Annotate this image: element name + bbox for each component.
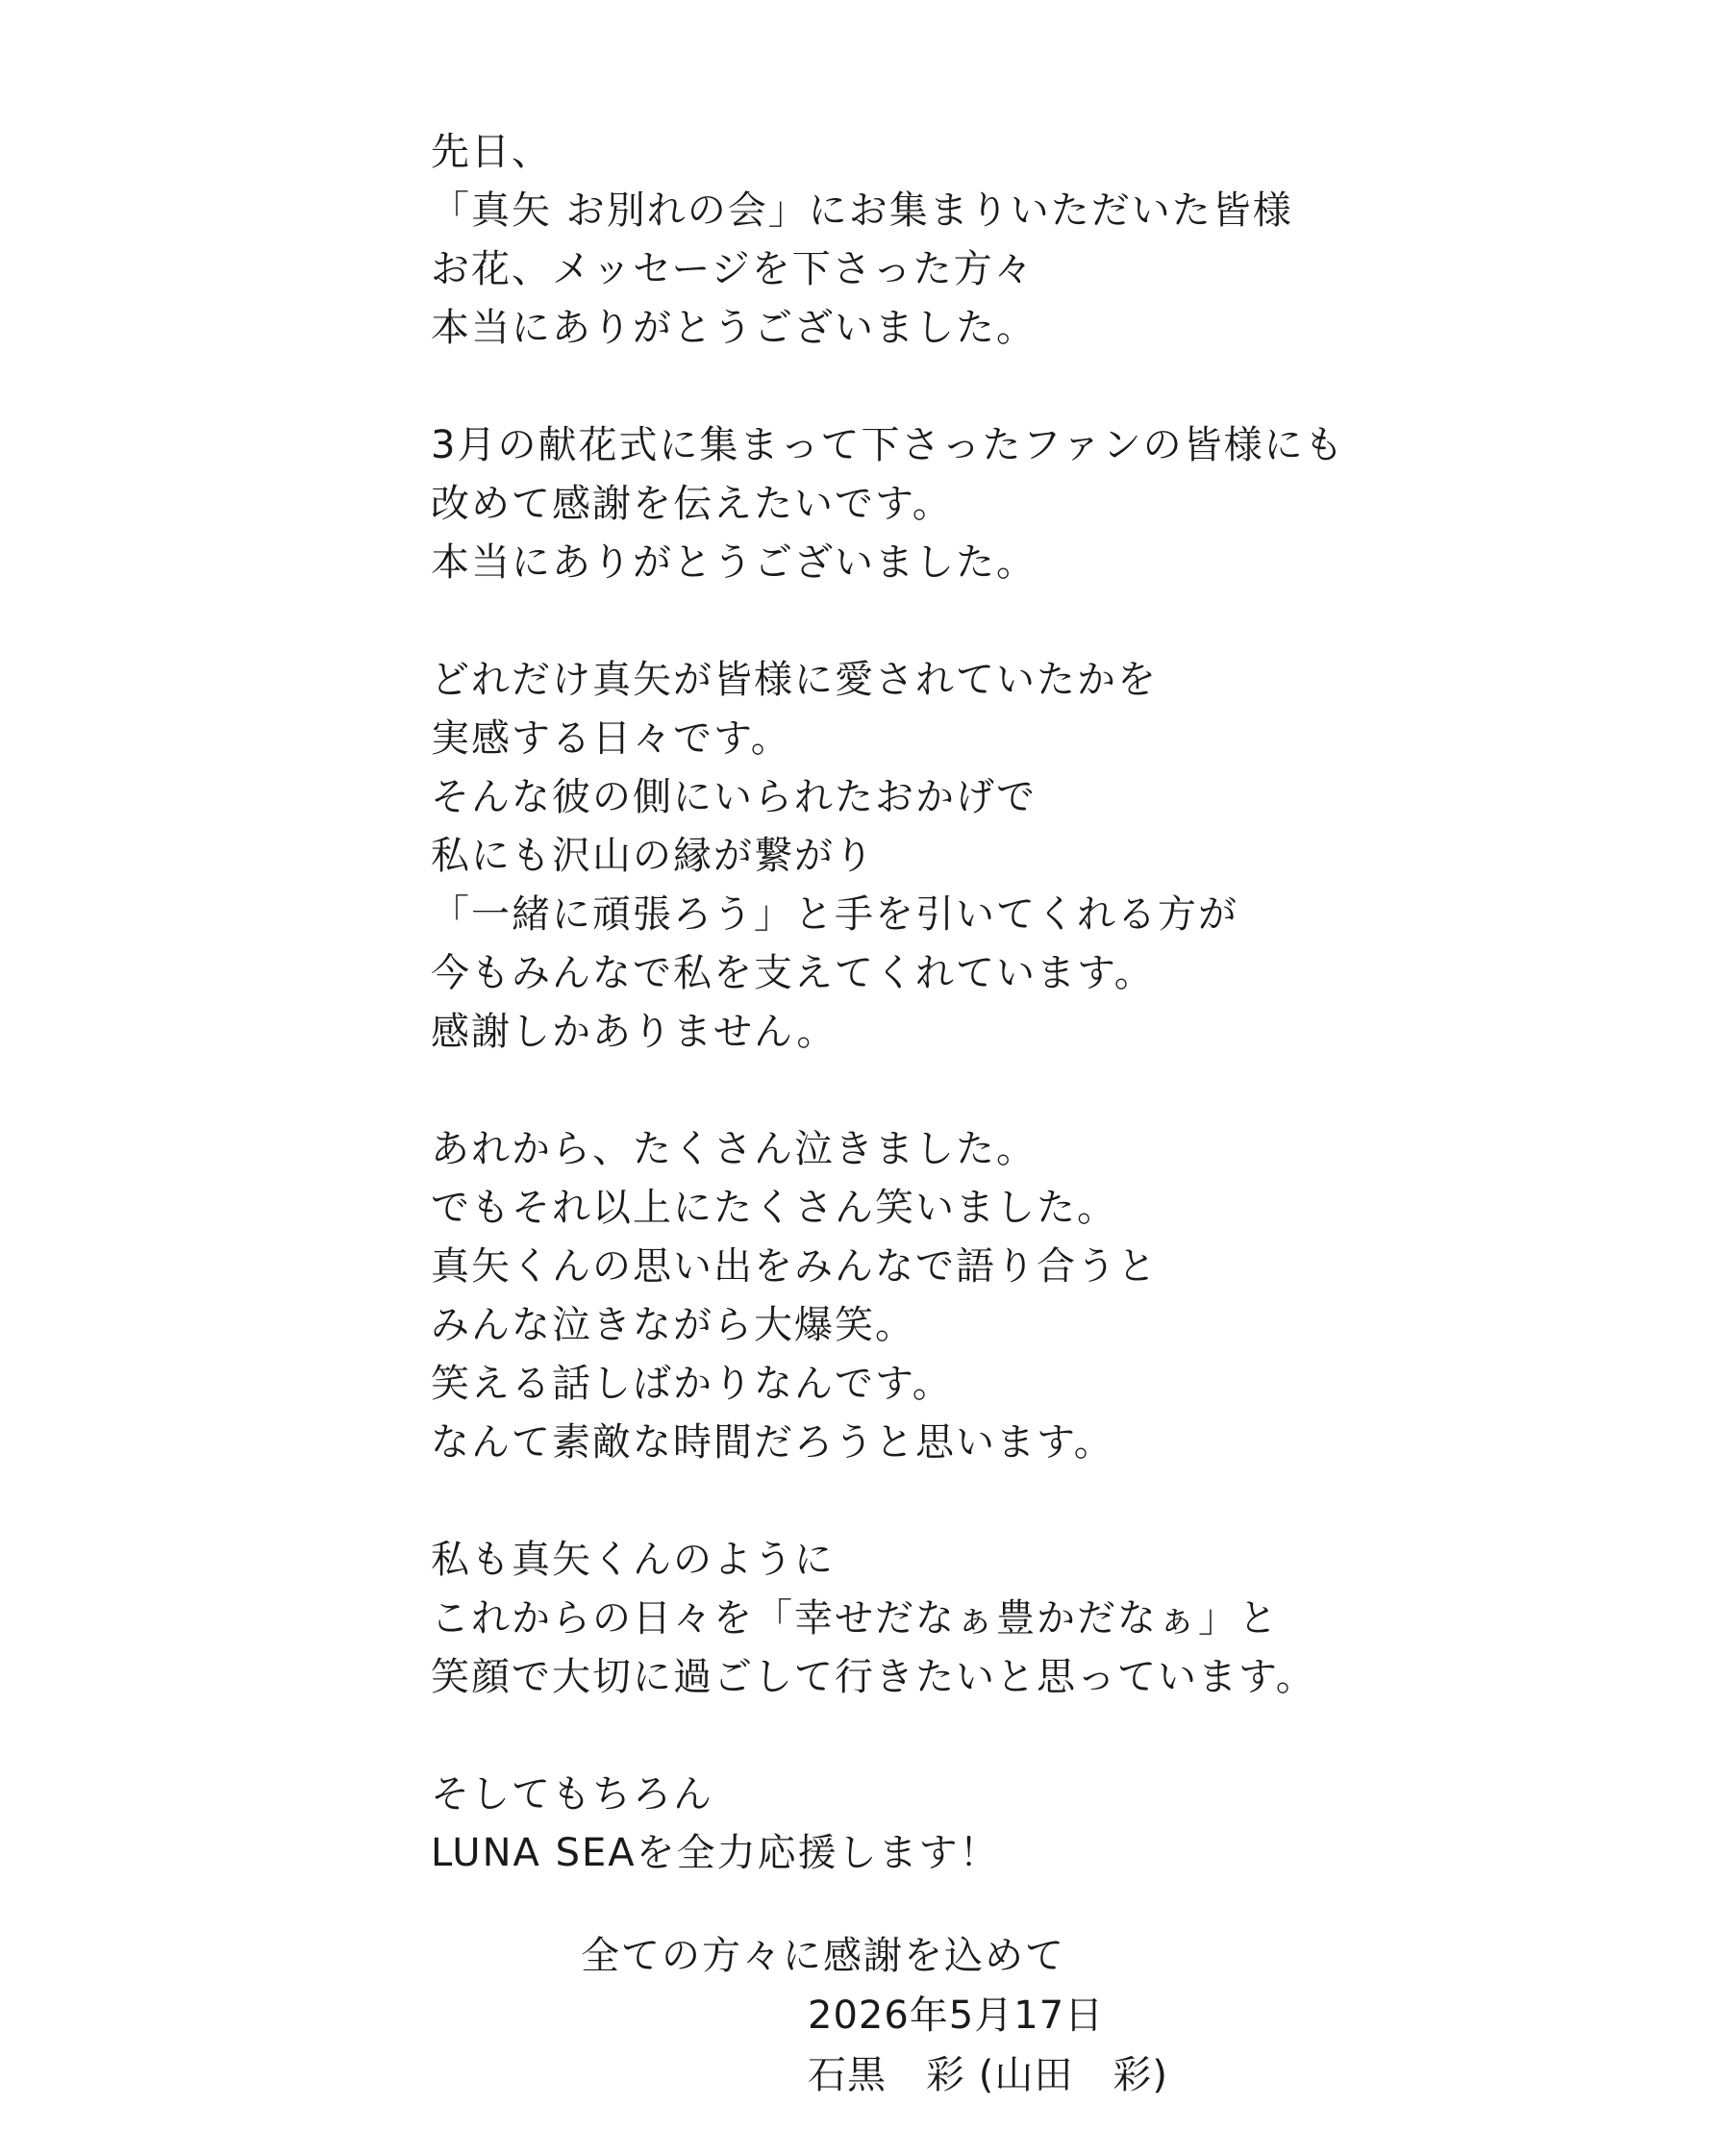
letter-line: 真矢くんの思い出をみんなで語り合うと [431,1244,1158,1289]
paragraph-gap [431,592,1585,651]
letter-line: これからの日々を「幸せだなぁ豊かだなぁ」と [431,1596,1279,1641]
letter-line: 笑える話しばかりなんです。 [431,1362,953,1406]
letter-line: 実感する日々です。 [431,716,791,761]
letter-line: 本当にありがとうございました。 [431,540,1037,585]
letter-line: 本当にありがとうございました。 [431,306,1037,350]
letter-line: あれから、たくさん泣きました。 [431,1127,1037,1171]
paragraph-gap [431,1062,1585,1120]
letter-line: 私にも沢山の縁が繋がり [431,834,875,878]
paragraph-gap [431,358,1585,416]
letter-line: 笑顔で大切に過ごして行きたいと思っています。 [431,1655,1316,1699]
letter-line: そしてもちろん [431,1772,713,1817]
letter-body [431,123,1585,1883]
letter-line: みんな泣きながら大爆笑。 [431,1303,915,1347]
letter-line: 「真矢 お別れの会」にお集まりいただいた皆様 [431,188,1293,233]
letter-line: 「一緒に頑張ろう」と手を引いてくれる方が [431,892,1238,937]
closing-line: 全ての方々に感謝を込めて [581,1934,1065,1978]
paragraph-gap [431,1707,1585,1766]
letter-line: 3月の献花式に集まって下さったファンの皆様にも [431,423,1345,467]
letter-line: 感謝しかありません。 [431,1010,838,1054]
letter-line: どれだけ真矢が皆様に愛されていたかを [431,658,1158,702]
letter-date: 2026年5月17日 [808,1993,1105,2038]
letter-line: お花、メッセージを下さった方々 [431,247,1035,291]
letter-line: 改めて感謝を伝えたいです。 [431,482,953,526]
letter-line: そんな彼の側にいられたおかげで [431,775,1037,819]
letter-line: LUNA SEAを全力応援します！ [431,1831,1000,1875]
letter-line: 私も真矢くんのように [431,1538,835,1582]
letter-line: 先日、 [431,130,552,174]
letter-line: なんて素敵な時間だろうと思います。 [431,1420,1114,1465]
letter-line: でもそれ以上にたくさん笑いました。 [431,1186,1117,1230]
paragraph-gap [431,1472,1585,1531]
letter-line: 今もみんなで私を支えてくれています。 [431,951,1155,995]
signature: 石黒 彩 (山田 彩) [808,2053,1168,2097]
